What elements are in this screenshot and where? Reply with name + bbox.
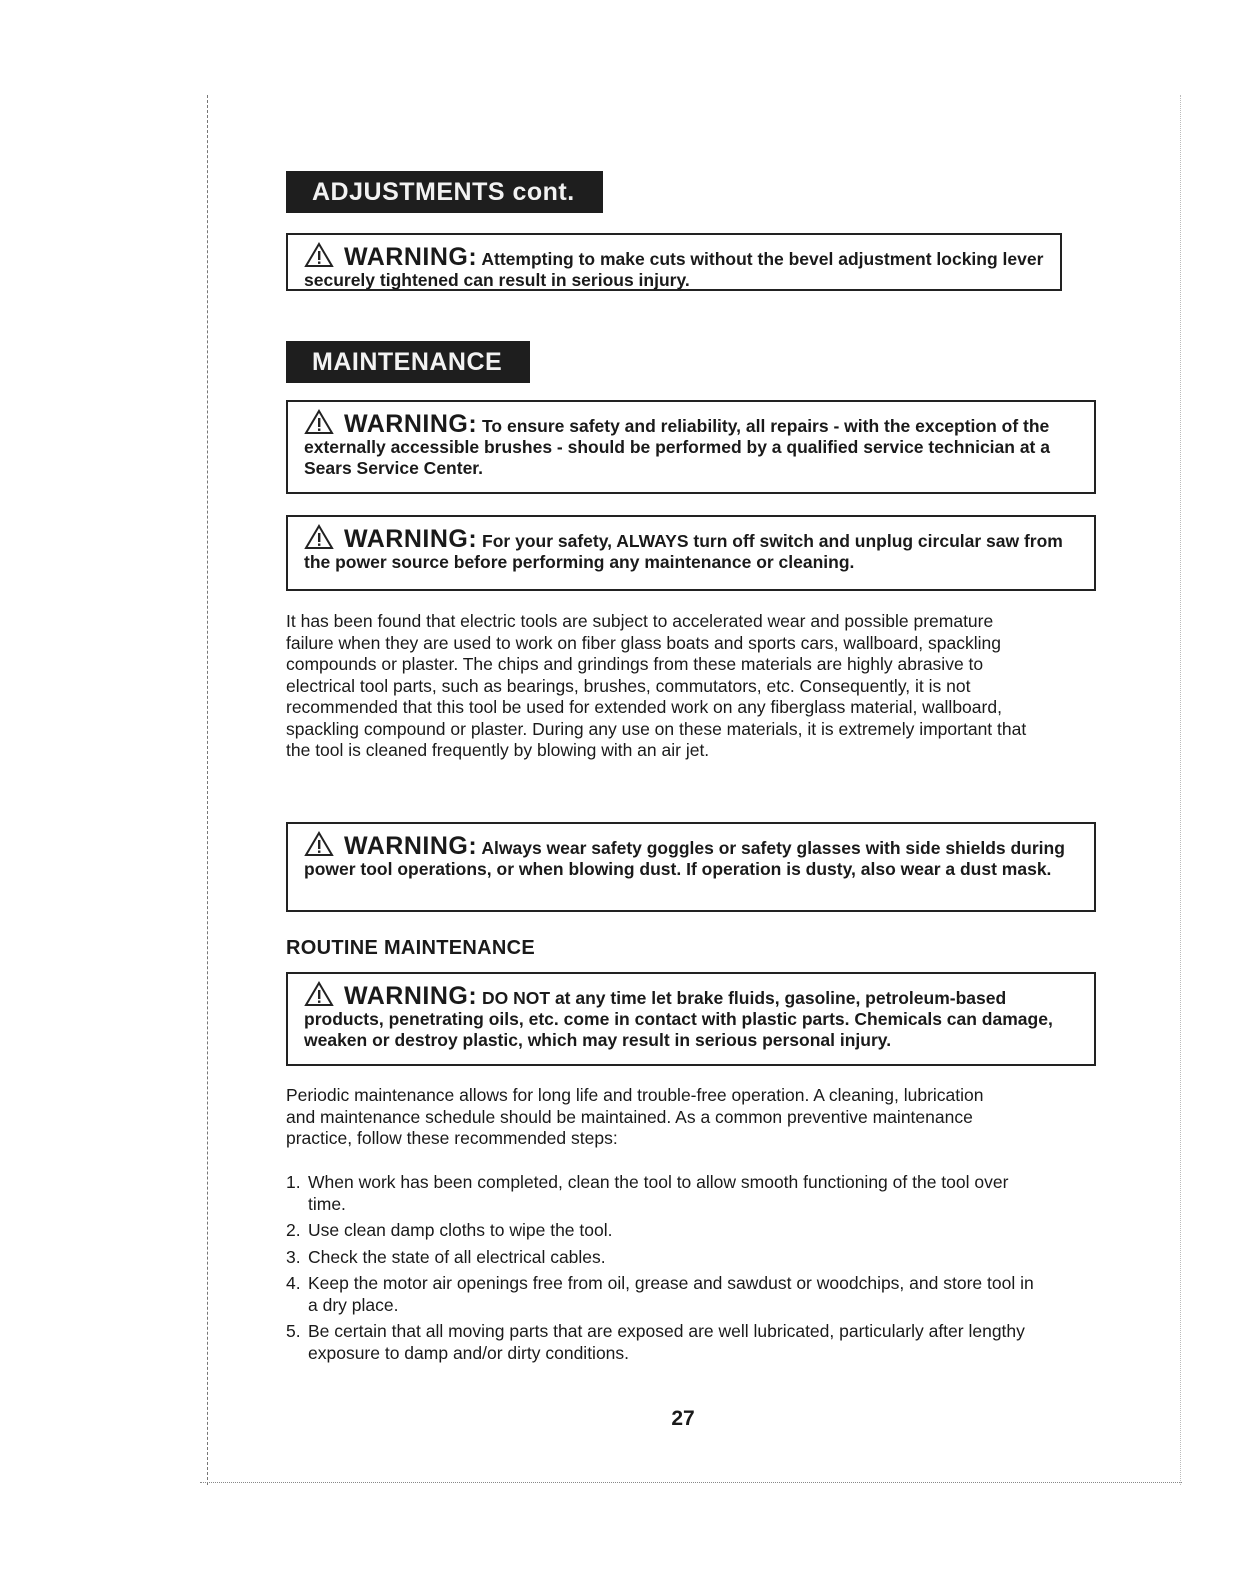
warning-box-chemicals xyxy=(286,972,1096,1066)
page-number: 27 xyxy=(671,1407,695,1430)
warning-triangle-icon xyxy=(304,831,334,857)
warning-triangle-icon xyxy=(304,409,334,435)
routine-maintenance-heading: ROUTINE MAINTENANCE xyxy=(286,937,536,959)
warning-text: Attempting to make cuts without the bevel adjustment locking lever securely tightened can result in serious injury. xyxy=(304,249,1044,290)
list-item: 1. When work has been completed, clean the tool to allow smooth functioning of the tool over time. xyxy=(286,1172,1009,1214)
warning-text: DO NOT at any time let brake fluids, gasoline, petroleum-based products, penetrating oils, etc. come in contact with plastic parts. Chemicals can damage, weaken or destroy plastic, which may result in serious personal injury. xyxy=(304,988,1053,1050)
warning-text: To ensure safety and reliability, all repairs - with the exception of the externally accessible brushes - should be performed by a qualified service technician at a Sears Service Center. xyxy=(304,416,1050,478)
warning-label: WARNING: xyxy=(344,832,478,860)
warning-label: WARNING: xyxy=(344,982,478,1010)
steps-list xyxy=(286,1172,1046,1369)
section-title-adjustments: ADJUSTMENTS cont. xyxy=(286,171,603,213)
warning-box-repairs xyxy=(286,400,1096,494)
crop-mark-left xyxy=(207,95,208,1485)
warning-box-unplug xyxy=(286,515,1096,591)
list-item: 3. Check the state of all electrical cables. xyxy=(286,1246,606,1267)
warning-label: WARNING: xyxy=(344,410,478,438)
crop-mark-right xyxy=(1180,95,1181,1485)
warning-label: WARNING: xyxy=(344,243,478,271)
paragraph-abrasive: It has been found that electric tools are subject to accelerated wear and possible premature failure when they are used to work on fiber glass boats and sports cars, wallboard, spackling compounds or plaster. The chips and grindings from these materials are highly abrasive to electrical tool parts, such as bearings, brushes, commutators, etc. Consequently, it is not recommended that this tool be used for extended work on any fiberglass material, wallboard, spackling compound or plaster. During any use on these materials, it is extremely important that the tool is cleaned frequently by blowing with an air jet. xyxy=(286,611,1027,760)
crop-mark-bottom xyxy=(200,1482,1182,1483)
warning-text: For your safety, ALWAYS turn off switch and unplug circular saw from the power source before performing any maintenance or cleaning. xyxy=(304,531,1063,572)
list-item: 5. Be certain that all moving parts that are exposed are well lubricated, particularly after lengthy exposure to damp and/or dirty conditions. xyxy=(286,1321,1025,1363)
section-title-maintenance: MAINTENANCE xyxy=(286,341,530,383)
warning-triangle-icon xyxy=(304,524,334,550)
warning-box-bevel xyxy=(286,233,1062,291)
warning-box-goggles xyxy=(286,822,1096,912)
warning-triangle-icon xyxy=(304,981,334,1007)
list-item: 4. Keep the motor air openings free from oil, grease and sawdust or woodchips, and store tool in a dry place. xyxy=(286,1273,1034,1315)
list-item: 2. Use clean damp cloths to wipe the tool. xyxy=(286,1220,613,1240)
warning-label: WARNING: xyxy=(344,525,478,553)
warning-triangle-icon xyxy=(304,242,334,268)
paragraph-periodic: Periodic maintenance allows for long life and trouble-free operation. A cleaning, lubrication and maintenance schedule should be maintained. As a common preventive maintenance practice, follow these recommended steps: xyxy=(286,1085,984,1148)
warning-text: Always wear safety goggles or safety glasses with side shields during power tool operations, or when blowing dust. If operation is dusty, also wear a dust mask. xyxy=(304,838,1065,879)
